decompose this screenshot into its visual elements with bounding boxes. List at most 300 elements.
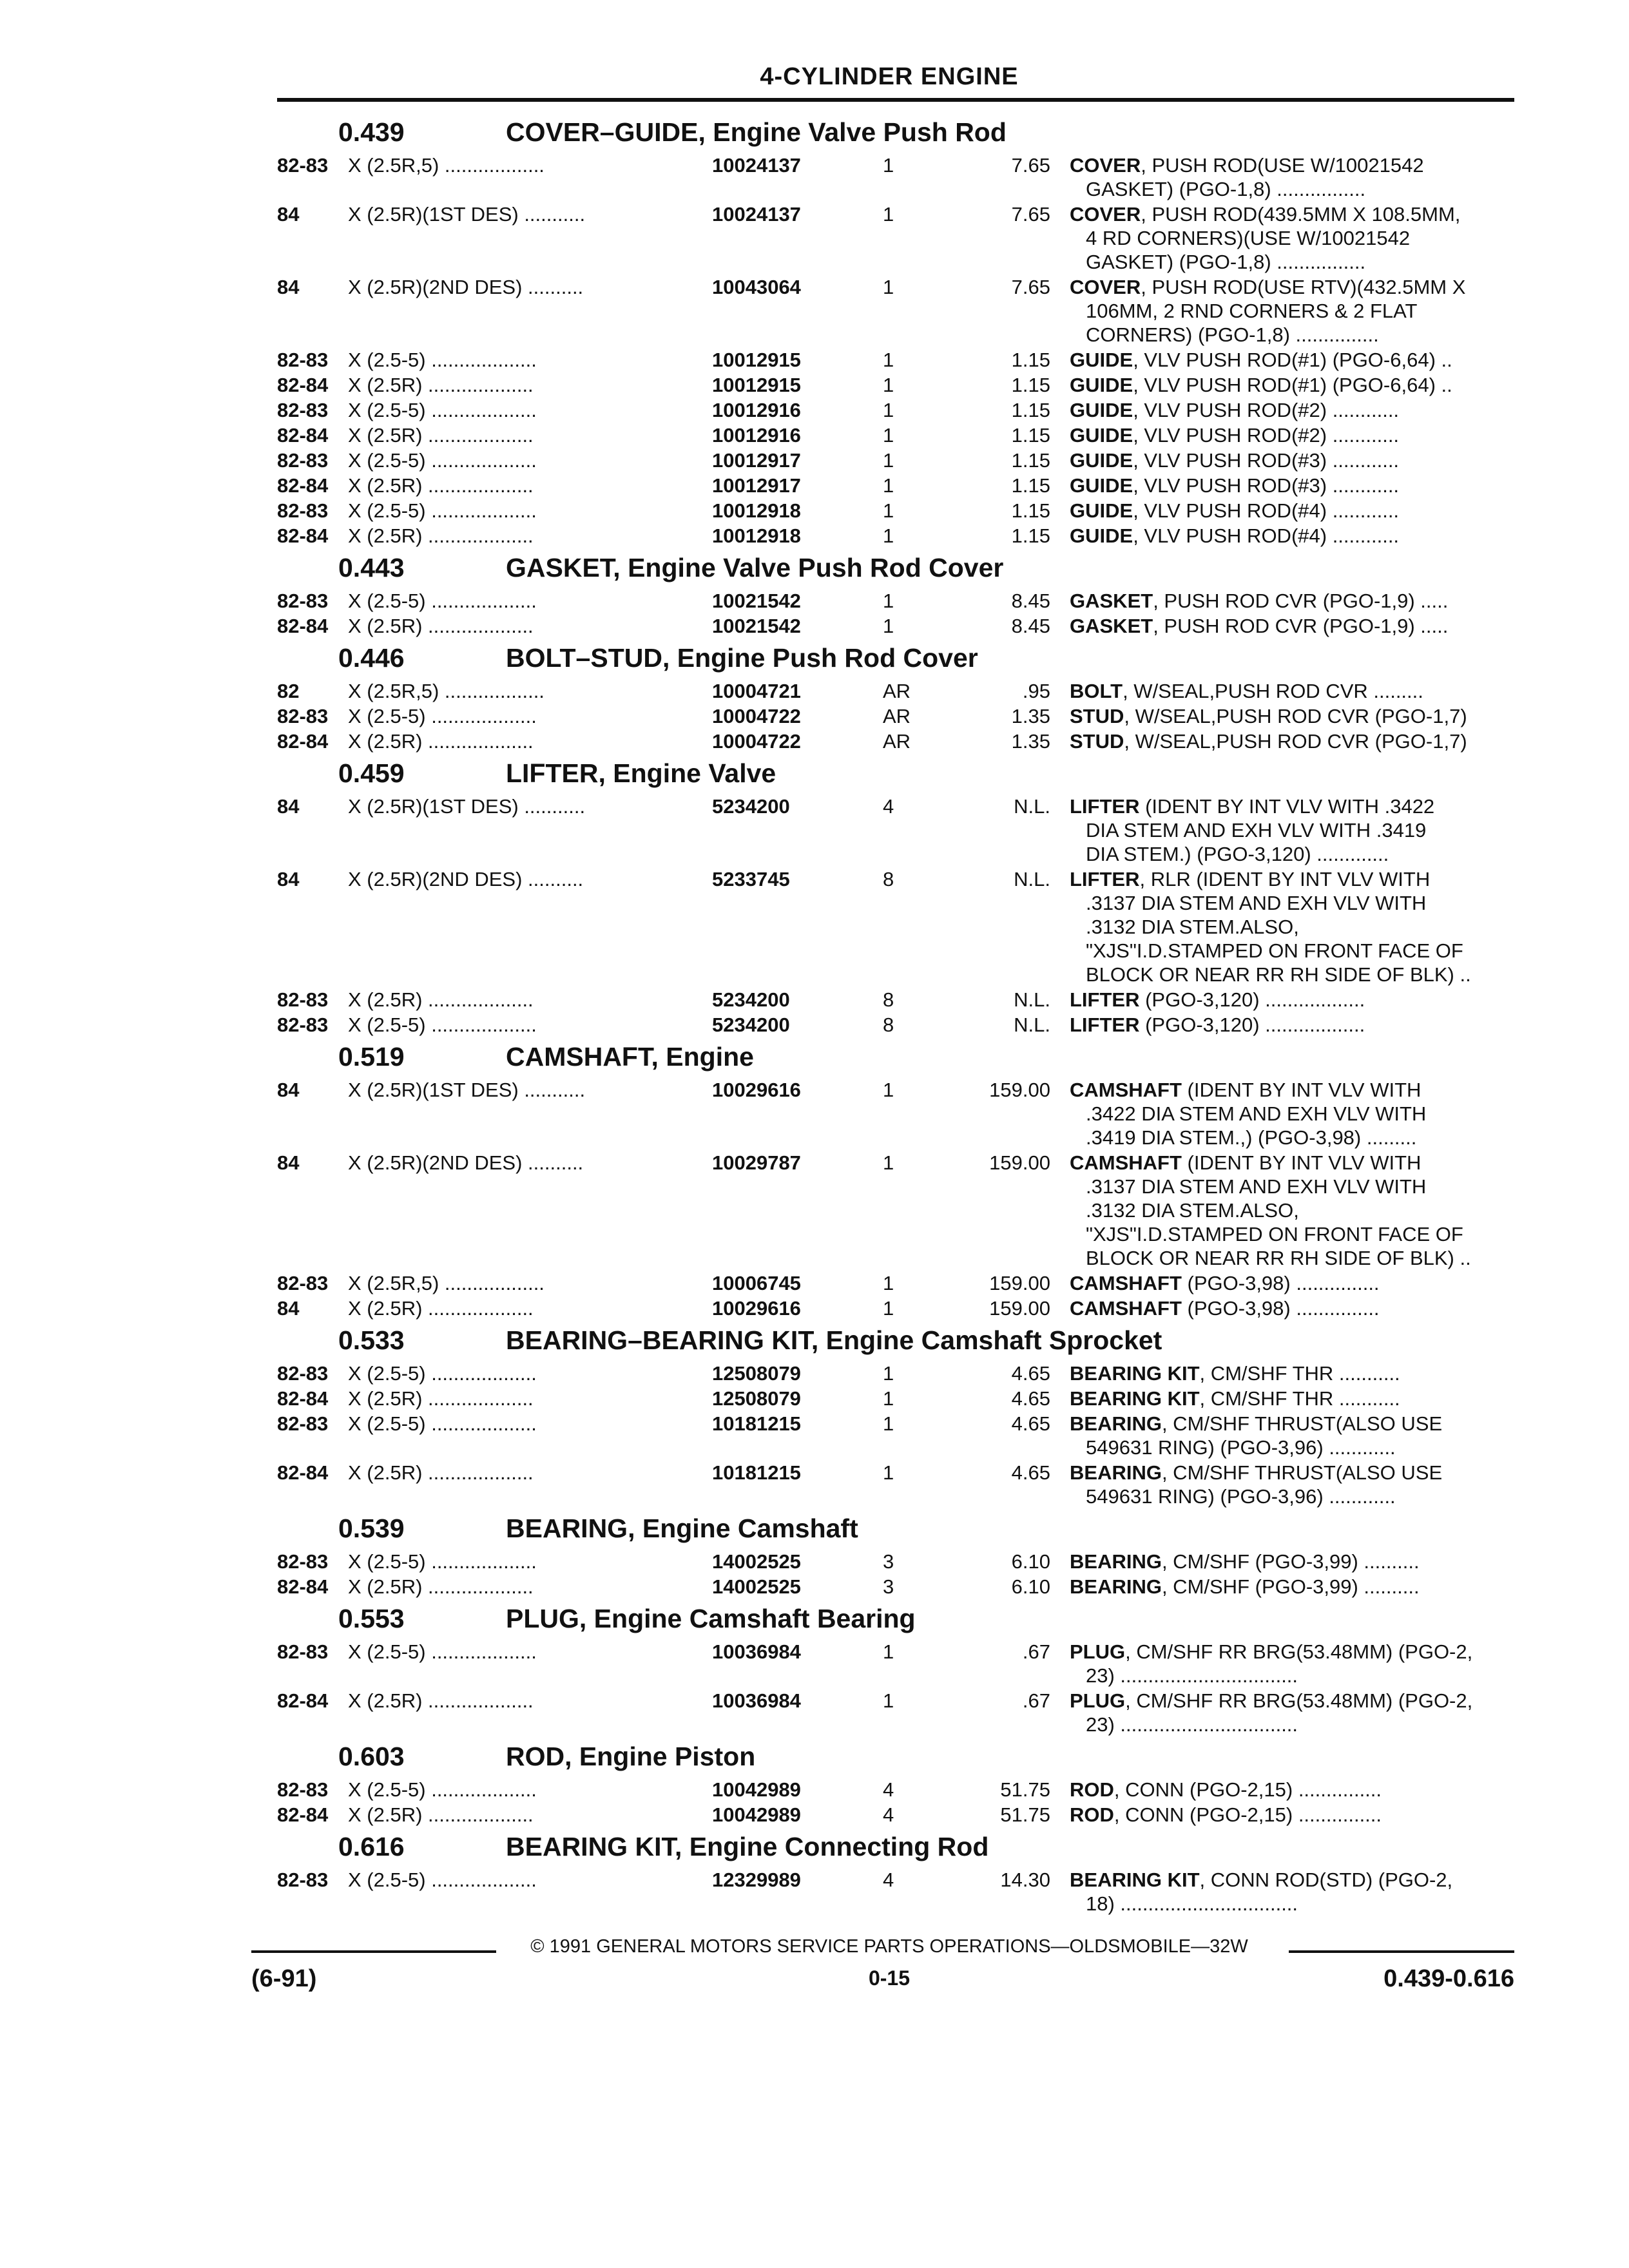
description-keyword: GUIDE (1070, 524, 1133, 547)
description-keyword: ROD (1070, 1778, 1114, 1801)
description-line: PLUG, CM/SHF RR BRG(53.48MM) (PGO-2, (1070, 1640, 1473, 1663)
description-keyword: GUIDE (1070, 349, 1133, 371)
price: 7.65 (1011, 154, 1050, 177)
group-range: 0.439-0.616 (1383, 1965, 1514, 1992)
description-line: GASKET, PUSH ROD CVR (PGO-1,9) ..... (1070, 590, 1449, 612)
price: 159.00 (989, 1079, 1050, 1101)
section-number: 0.616 (338, 1832, 405, 1861)
section-number: 0.539 (338, 1514, 405, 1543)
description-keyword: GUIDE (1070, 474, 1133, 497)
price: 1.15 (1011, 399, 1050, 421)
part-number: 10012917 (712, 449, 801, 472)
model-code: X (2.5R) ................... (348, 424, 534, 447)
description-line: ROD, CONN (PGO-2,15) ............... (1070, 1778, 1382, 1801)
part-row (264, 1689, 1514, 1736)
description-keyword: LIFTER (1070, 988, 1140, 1011)
section-name: BEARING KIT, Engine Connecting Rod (506, 1832, 989, 1861)
price: 1.15 (1011, 374, 1050, 396)
description-line: "XJS"I.D.STAMPED ON FRONT FACE OF (1086, 1223, 1463, 1245)
model-code: X (2.5R)(2ND DES) .......... (348, 276, 584, 298)
description-line: BEARING, CM/SHF THRUST(ALSO USE (1070, 1412, 1443, 1435)
description-keyword: STUD (1070, 705, 1124, 727)
description-keyword: GASKET (1070, 615, 1153, 637)
description-keyword: COVER (1070, 276, 1141, 298)
quantity: 1 (883, 1079, 894, 1101)
quantity: 4 (883, 1869, 894, 1891)
part-number: 5234200 (712, 1014, 790, 1036)
section-number: 0.533 (338, 1325, 405, 1355)
quantity: 1 (883, 1272, 894, 1294)
part-number: 5233745 (712, 868, 790, 890)
description-line: CAMSHAFT (IDENT BY INT VLV WITH (1070, 1079, 1422, 1101)
part-row (264, 794, 1514, 866)
price: 7.65 (1011, 276, 1050, 298)
model-code: X (2.5-5) ................... (348, 1550, 537, 1573)
section-number: 0.603 (338, 1742, 405, 1771)
year-range: 84 (277, 868, 300, 890)
description-line: BEARING, CM/SHF (PGO-3,99) .......... (1070, 1550, 1420, 1573)
catalog-page (251, 58, 1514, 1992)
part-description (1070, 398, 1514, 422)
part-description (1070, 988, 1514, 1012)
price: 7.65 (1011, 203, 1050, 226)
part-row (264, 398, 1514, 422)
description-line: CAMSHAFT (PGO-3,98) ............... (1070, 1297, 1380, 1320)
year-range: 82-83 (277, 1550, 329, 1573)
section-number: 0.553 (338, 1604, 405, 1633)
part-row (264, 1803, 1514, 1827)
description-line: BEARING, CM/SHF THRUST(ALSO USE (1070, 1461, 1443, 1484)
part-row (264, 1461, 1514, 1508)
description-line: GUIDE, VLV PUSH ROD(#3) ............ (1070, 449, 1400, 472)
model-code: X (2.5R) ................... (348, 374, 534, 396)
model-code: X (2.5-5) ................... (348, 449, 537, 472)
part-description (1070, 614, 1514, 638)
description-keyword: BEARING KIT (1070, 1869, 1200, 1891)
year-range: 82-84 (277, 615, 329, 637)
part-description (1070, 1640, 1514, 1687)
part-description (1070, 1778, 1514, 1802)
section-number: 0.446 (338, 643, 405, 673)
model-code: X (2.5R) ................... (348, 615, 534, 637)
section-number: 0.443 (338, 553, 405, 582)
part-row (264, 679, 1514, 703)
section-name: ROD, Engine Piston (506, 1742, 756, 1771)
part-row (264, 1640, 1514, 1687)
section-name: PLUG, Engine Camshaft Bearing (506, 1604, 916, 1633)
quantity: 1 (883, 1151, 894, 1174)
quantity: 1 (883, 1362, 894, 1385)
quantity: 1 (883, 424, 894, 447)
model-code: X (2.5R) ................... (348, 1689, 534, 1712)
quantity: 1 (883, 499, 894, 522)
header-rule (277, 98, 1514, 102)
description-line: .3422 DIA STEM AND EXH VLV WITH (1086, 1102, 1427, 1125)
description-keyword: CAMSHAFT (1070, 1079, 1182, 1101)
quantity: 1 (883, 1640, 894, 1663)
part-number: 10021542 (712, 615, 801, 637)
part-description (1070, 867, 1514, 986)
year-range: 84 (277, 1151, 300, 1174)
model-code: X (2.5R) ................... (348, 1297, 534, 1320)
model-code: X (2.5-5) ................... (348, 1778, 537, 1801)
part-number: 10181215 (712, 1412, 801, 1435)
section-name: COVER–GUIDE, Engine Valve Push Rod (506, 117, 1007, 147)
description-keyword: BEARING KIT (1070, 1387, 1200, 1410)
part-row (264, 448, 1514, 472)
description-keyword: GUIDE (1070, 399, 1133, 421)
model-code: X (2.5-5) ................... (348, 499, 537, 522)
description-line: CAMSHAFT (PGO-3,98) ............... (1070, 1272, 1380, 1294)
part-description (1070, 1361, 1514, 1385)
year-range: 82-83 (277, 1014, 329, 1036)
year-range: 84 (277, 203, 300, 226)
quantity: 1 (883, 154, 894, 177)
model-code: X (2.5R)(1ST DES) ........... (348, 203, 586, 226)
price: 1.15 (1011, 449, 1050, 472)
part-number: 10012918 (712, 524, 801, 547)
section-number: 0.439 (338, 117, 405, 147)
quantity: 3 (883, 1575, 894, 1598)
year-range: 82-83 (277, 449, 329, 472)
part-number: 10024137 (712, 154, 801, 177)
part-description (1070, 474, 1514, 497)
price: N.L. (1014, 988, 1050, 1011)
part-row (264, 1151, 1514, 1270)
description-keyword: ROD (1070, 1803, 1114, 1826)
description-line: DIA STEM.) (PGO-3,120) ............. (1086, 843, 1389, 865)
model-code: X (2.5-5) ................... (348, 349, 537, 371)
price: 4.65 (1011, 1387, 1050, 1410)
description-keyword: CAMSHAFT (1070, 1297, 1182, 1320)
year-range: 82-83 (277, 349, 329, 371)
part-row (264, 589, 1514, 613)
price: 159.00 (989, 1272, 1050, 1294)
description-line: GUIDE, VLV PUSH ROD(#1) (PGO-6,64) .. (1070, 349, 1452, 371)
description-line: GASKET, PUSH ROD CVR (PGO-1,9) ..... (1070, 615, 1449, 637)
model-code: X (2.5R) ................... (348, 474, 534, 497)
year-range: 84 (277, 276, 300, 298)
part-description (1070, 589, 1514, 613)
price: .95 (1022, 680, 1050, 702)
part-row (264, 988, 1514, 1012)
description-keyword: PLUG (1070, 1689, 1126, 1712)
part-description (1070, 275, 1514, 347)
description-keyword: GUIDE (1070, 449, 1133, 472)
description-line: BOLT, W/SEAL,PUSH ROD CVR ......... (1070, 680, 1423, 702)
part-description (1070, 1868, 1514, 1916)
revision-date: (6-91) (251, 1965, 317, 1992)
part-number: 10024137 (712, 203, 801, 226)
part-number: 10004721 (712, 680, 801, 702)
description-line: LIFTER (PGO-3,120) .................. (1070, 988, 1365, 1011)
part-number: 10029787 (712, 1151, 801, 1174)
price: N.L. (1014, 1014, 1050, 1036)
price: 1.35 (1011, 705, 1050, 727)
price: 1.15 (1011, 474, 1050, 497)
part-number: 10042989 (712, 1803, 801, 1826)
part-number: 12329989 (712, 1869, 801, 1891)
description-line: CORNERS) (PGO-1,8) ............... (1086, 323, 1379, 346)
description-line: GUIDE, VLV PUSH ROD(#2) ............ (1070, 399, 1400, 421)
part-description (1070, 499, 1514, 523)
model-code: X (2.5R) ................... (348, 1803, 534, 1826)
quantity: 1 (883, 1297, 894, 1320)
quantity: AR (883, 705, 911, 727)
description-keyword: GUIDE (1070, 424, 1133, 447)
description-line: 23) ................................ (1086, 1664, 1298, 1687)
section-name: BEARING–BEARING KIT, Engine Camshaft Sprocket (506, 1325, 1162, 1355)
quantity: 1 (883, 1387, 894, 1410)
part-number: 10029616 (712, 1297, 801, 1320)
description-line: BLOCK OR NEAR RR RH SIDE OF BLK) .. (1086, 963, 1471, 986)
description-line: GUIDE, VLV PUSH ROD(#3) ............ (1070, 474, 1400, 497)
price: 6.10 (1011, 1550, 1050, 1573)
description-line: GUIDE, VLV PUSH ROD(#4) ............ (1070, 524, 1400, 547)
quantity: 1 (883, 524, 894, 547)
part-row (264, 499, 1514, 523)
part-description (1070, 794, 1514, 866)
description-line: GUIDE, VLV PUSH ROD(#1) (PGO-6,64) .. (1070, 374, 1452, 396)
quantity: 1 (883, 276, 894, 298)
model-code: X (2.5R,5) .................. (348, 680, 545, 702)
price: 51.75 (1000, 1778, 1050, 1801)
part-number: 10012915 (712, 374, 801, 396)
part-description (1070, 1461, 1514, 1508)
description-keyword: CAMSHAFT (1070, 1272, 1182, 1294)
part-row (264, 524, 1514, 548)
model-code: X (2.5R) ................... (348, 988, 534, 1011)
section-name: BEARING, Engine Camshaft (506, 1514, 858, 1543)
year-range: 82-83 (277, 1869, 329, 1891)
part-number: 12508079 (712, 1387, 801, 1410)
description-line: 18) ................................ (1086, 1892, 1298, 1915)
part-row (264, 275, 1514, 347)
part-number: 12508079 (712, 1362, 801, 1385)
description-keyword: CAMSHAFT (1070, 1151, 1182, 1174)
quantity: 8 (883, 1014, 894, 1036)
model-code: X (2.5R) ................... (348, 1387, 534, 1410)
part-description (1070, 448, 1514, 472)
quantity: 1 (883, 590, 894, 612)
description-keyword: BEARING (1070, 1550, 1162, 1573)
description-line: GUIDE, VLV PUSH ROD(#4) ............ (1070, 499, 1400, 522)
description-keyword: STUD (1070, 730, 1124, 753)
part-row (264, 1078, 1514, 1149)
model-code: X (2.5R)(1ST DES) ........... (348, 795, 586, 818)
price: N.L. (1014, 868, 1050, 890)
part-number: 5234200 (712, 988, 790, 1011)
model-code: X (2.5-5) ................... (348, 705, 537, 727)
model-code: X (2.5R) ................... (348, 524, 534, 547)
description-line: GASKET) (PGO-1,8) ................ (1086, 178, 1366, 200)
part-number: 14002525 (712, 1575, 801, 1598)
year-range: 82-84 (277, 1689, 329, 1712)
section-number: 0.519 (338, 1042, 405, 1072)
part-description (1070, 348, 1514, 372)
quantity: 1 (883, 349, 894, 371)
part-description (1070, 423, 1514, 447)
description-keyword: GUIDE (1070, 499, 1133, 522)
description-line: .3137 DIA STEM AND EXH VLV WITH (1086, 1175, 1427, 1198)
part-row (264, 474, 1514, 497)
part-row (264, 1271, 1514, 1295)
description-line: LIFTER (IDENT BY INT VLV WITH .3422 (1070, 795, 1435, 818)
description-line: 549631 RING) (PGO-3,96) ............ (1086, 1436, 1396, 1459)
part-number: 10012916 (712, 424, 801, 447)
part-description (1070, 1387, 1514, 1410)
year-range: 82-84 (277, 730, 329, 753)
year-range: 82-83 (277, 590, 329, 612)
description-line: COVER, PUSH ROD(439.5MM X 108.5MM, (1070, 203, 1461, 226)
price: .67 (1022, 1640, 1050, 1663)
year-range: 82-84 (277, 474, 329, 497)
price: 8.45 (1011, 590, 1050, 612)
quantity: 4 (883, 1778, 894, 1801)
year-range: 82-84 (277, 1461, 329, 1484)
description-keyword: COVER (1070, 154, 1141, 177)
year-range: 84 (277, 795, 300, 818)
description-line: BEARING KIT, CM/SHF THR ........... (1070, 1387, 1400, 1410)
quantity: 1 (883, 1461, 894, 1484)
price: N.L. (1014, 795, 1050, 818)
model-code: X (2.5-5) ................... (348, 1640, 537, 1663)
price: 14.30 (1000, 1869, 1050, 1891)
model-code: X (2.5-5) ................... (348, 590, 537, 612)
year-range: 82-84 (277, 1803, 329, 1826)
part-row (264, 1550, 1514, 1573)
description-line: "XJS"I.D.STAMPED ON FRONT FACE OF (1086, 939, 1463, 962)
price: 4.65 (1011, 1412, 1050, 1435)
description-line: LIFTER (PGO-3,120) .................. (1070, 1014, 1365, 1036)
description-line: 4 RD CORNERS)(USE W/10021542 (1086, 227, 1411, 249)
description-keyword: GUIDE (1070, 374, 1133, 396)
part-row (264, 423, 1514, 447)
page-title: 4-CYLINDER ENGINE (760, 63, 1019, 90)
part-description (1070, 1013, 1514, 1037)
model-code: X (2.5-5) ................... (348, 1869, 537, 1891)
part-description (1070, 1550, 1514, 1573)
year-range: 84 (277, 1079, 300, 1101)
part-number: 10181215 (712, 1461, 801, 1484)
year-range: 82-83 (277, 988, 329, 1011)
description-keyword: LIFTER (1070, 795, 1140, 818)
part-description (1070, 1803, 1514, 1827)
copyright-line: © 1991 GENERAL MOTORS SERVICE PARTS OPERATIONS—OLDSMOBILE—32W (530, 1936, 1248, 1957)
price: 1.15 (1011, 349, 1050, 371)
part-row (264, 614, 1514, 638)
description-keyword: LIFTER (1070, 1014, 1140, 1036)
quantity: 4 (883, 795, 894, 818)
quantity: 1 (883, 399, 894, 421)
description-line: .3419 DIA STEM.,) (PGO-3,98) ......... (1086, 1126, 1417, 1149)
part-description (1070, 1271, 1514, 1295)
year-range: 82-83 (277, 1778, 329, 1801)
description-line: ROD, CONN (PGO-2,15) ............... (1070, 1803, 1382, 1826)
part-row (264, 1387, 1514, 1410)
year-range: 82-83 (277, 154, 329, 177)
model-code: X (2.5R)(2ND DES) .......... (348, 1151, 584, 1174)
year-range: 82-83 (277, 499, 329, 522)
part-description (1070, 704, 1514, 728)
description-line: 106MM, 2 RND CORNERS & 2 FLAT (1086, 300, 1418, 322)
price: 8.45 (1011, 615, 1050, 637)
section-name: BOLT–STUD, Engine Push Rod Cover (506, 643, 978, 673)
part-row (264, 1575, 1514, 1599)
price: 1.15 (1011, 424, 1050, 447)
description-line: 23) ................................ (1086, 1713, 1298, 1736)
part-description (1070, 524, 1514, 548)
description-line: 549631 RING) (PGO-3,96) ............ (1086, 1485, 1396, 1508)
description-line: BEARING KIT, CM/SHF THR ........... (1070, 1362, 1400, 1385)
price: 6.10 (1011, 1575, 1050, 1598)
part-number: 10036984 (712, 1689, 801, 1712)
description-line: GUIDE, VLV PUSH ROD(#2) ............ (1070, 424, 1400, 447)
part-description (1070, 1412, 1514, 1459)
description-keyword: LIFTER (1070, 868, 1140, 890)
model-code: X (2.5R) ................... (348, 730, 534, 753)
description-line: BLOCK OR NEAR RR RH SIDE OF BLK) .. (1086, 1247, 1471, 1269)
part-row (264, 373, 1514, 397)
year-range: 82-83 (277, 1640, 329, 1663)
model-code: X (2.5R,5) .................. (348, 1272, 545, 1294)
quantity: 1 (883, 449, 894, 472)
part-description (1070, 729, 1514, 753)
price: 159.00 (989, 1297, 1050, 1320)
part-description (1070, 679, 1514, 703)
description-keyword: GASKET (1070, 590, 1153, 612)
section-number: 0.459 (338, 758, 405, 788)
description-line: STUD, W/SEAL,PUSH ROD CVR (PGO-1,7) (1070, 730, 1467, 753)
part-row (264, 729, 1514, 753)
price: 159.00 (989, 1151, 1050, 1174)
part-number: 10004722 (712, 730, 801, 753)
section-name: GASKET, Engine Valve Push Rod Cover (506, 553, 1004, 582)
part-number: 10021542 (712, 590, 801, 612)
part-description (1070, 1078, 1514, 1149)
year-range: 82-84 (277, 374, 329, 396)
part-row (264, 1868, 1514, 1916)
part-row (264, 704, 1514, 728)
part-description (1070, 373, 1514, 397)
description-keyword: BEARING (1070, 1412, 1162, 1435)
part-number: 10029616 (712, 1079, 801, 1101)
part-number: 10012916 (712, 399, 801, 421)
page-number: 0-15 (868, 1966, 911, 1990)
model-code: X (2.5R) ................... (348, 1575, 534, 1598)
description-keyword: BEARING KIT (1070, 1362, 1200, 1385)
part-row (264, 348, 1514, 372)
description-line: LIFTER, RLR (IDENT BY INT VLV WITH (1070, 868, 1431, 890)
price: 51.75 (1000, 1803, 1050, 1826)
part-row (264, 1361, 1514, 1385)
part-number: 10043064 (712, 276, 801, 298)
price: .67 (1022, 1689, 1050, 1712)
part-number: 14002525 (712, 1550, 801, 1573)
description-line: BEARING, CM/SHF (PGO-3,99) .......... (1070, 1575, 1420, 1598)
part-number: 10012918 (712, 499, 801, 522)
quantity: AR (883, 680, 911, 702)
year-range: 82-84 (277, 524, 329, 547)
year-range: 82-83 (277, 1272, 329, 1294)
part-row (264, 202, 1514, 274)
description-line: .3137 DIA STEM AND EXH VLV WITH (1086, 892, 1427, 914)
description-line: COVER, PUSH ROD(USE W/10021542 (1070, 154, 1424, 177)
model-code: X (2.5R,5) .................. (348, 154, 545, 177)
model-code: X (2.5R) ................... (348, 1461, 534, 1484)
part-description (1070, 202, 1514, 274)
part-description (1070, 1296, 1514, 1320)
